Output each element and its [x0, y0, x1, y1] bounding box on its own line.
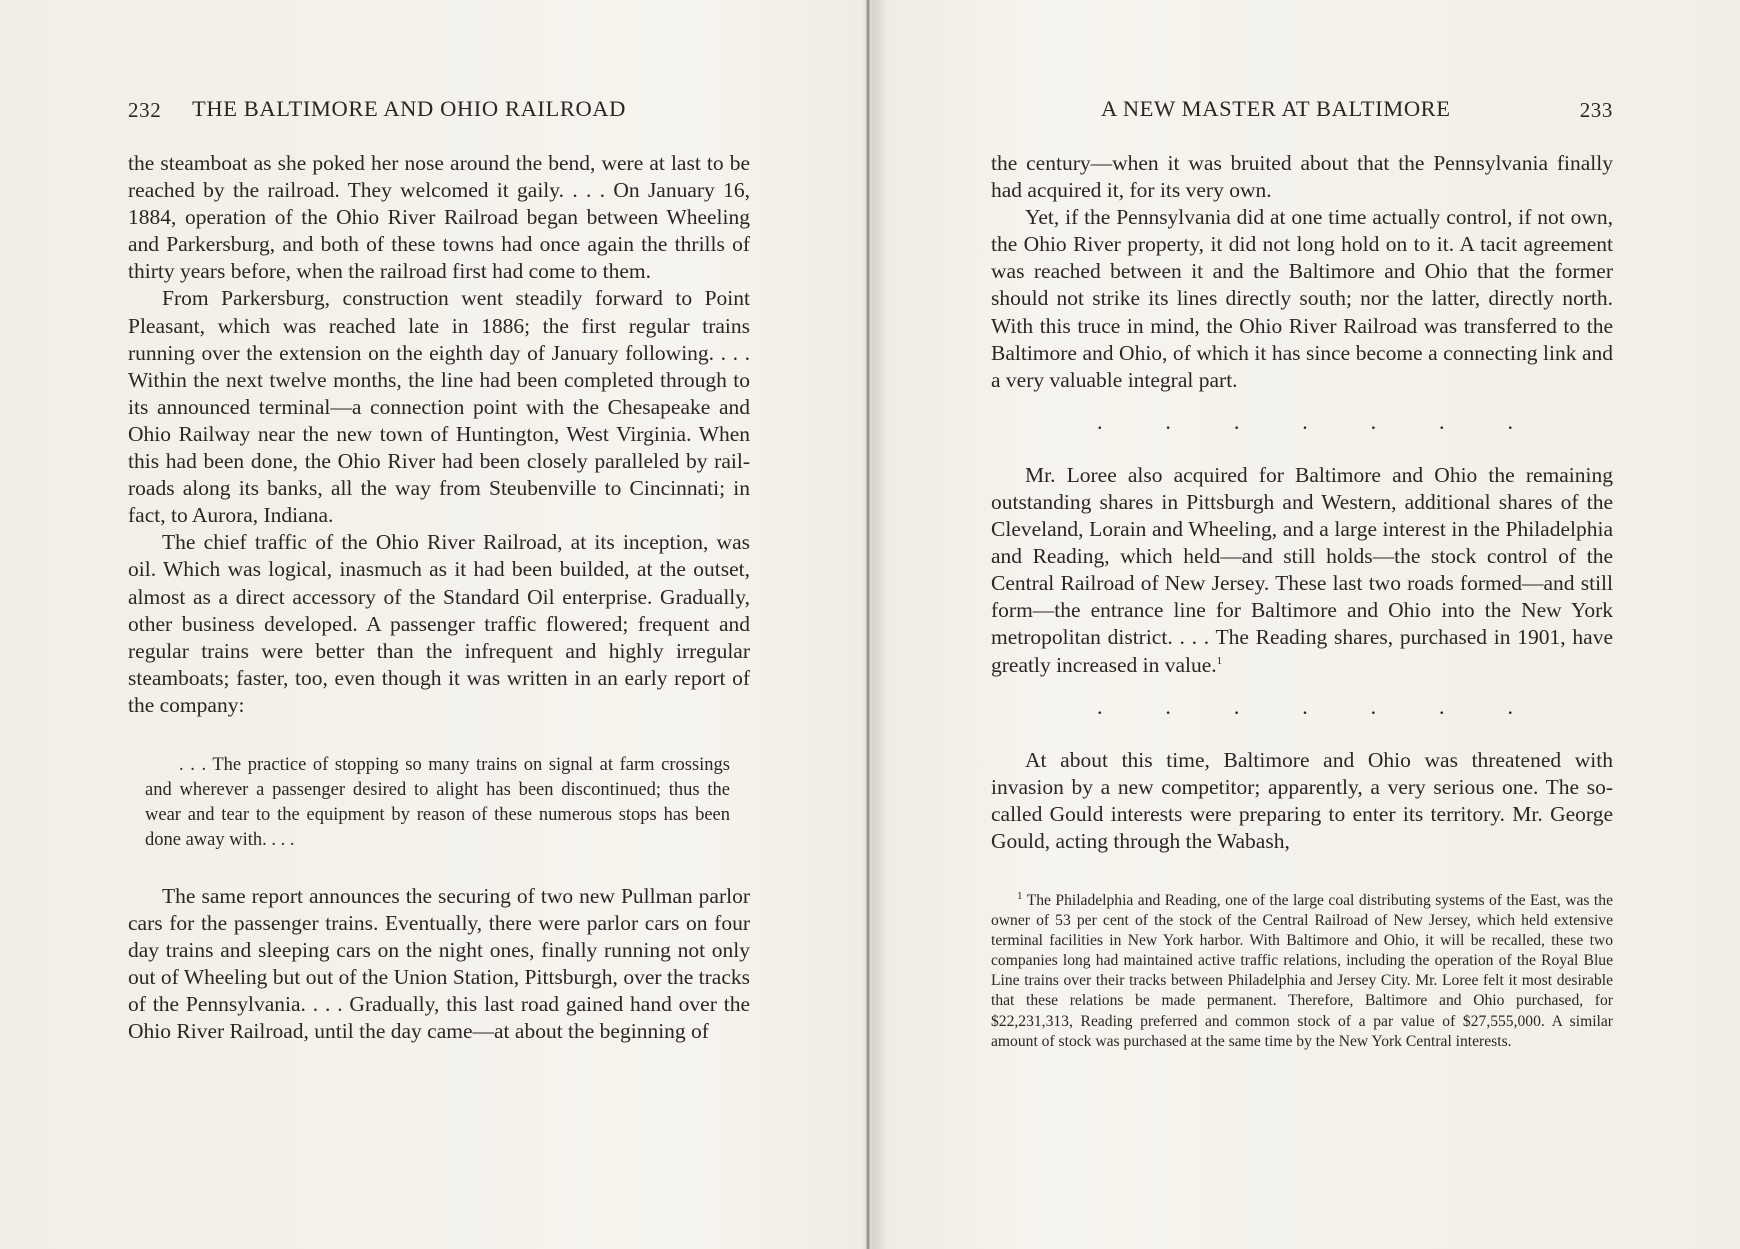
paragraph: the steamboat as she poked her nose around the bend, were at last to be reached by the railroad. They welcomed it gaily. . . . On January 16, 1884, operation of the Ohio River Railroad began between Wheeling and Parkersburg, and both of these towns had once again the thrills of thirty years before, when the railroad first had come to them. [128, 151, 750, 284]
footnote-marker: 1 [1017, 889, 1023, 902]
running-head-title-right: A NEW MASTER AT BALTIMORE [1101, 96, 1451, 121]
footnote: $^1$ The Philadelphia and Reading, one of the large coal distributing systems of the East, was the owner of 53 per cent of the stock of the Central Railroad of New Jersey, which held extensive terminal facilities in New York harbor. With Baltimore and Ohio, it will be recalled, these two companies long had maintained active traffic relations, including the operation of the Royal Blue Line trains over their tracks between Philadelphia and Jersey City. Mr. Loree felt it most desirable that these relations be made permanent. Therefore, Baltimore and Ohio purchased, for $22,231,313, Reading preferred and common stock of a par value of $27,555,000. A similar amount of stock was purchased at the same time by the New York Central interests. [991, 889, 1613, 1050]
running-head-title-left: THE BALTIMORE AND OHIO RAILROAD [192, 96, 627, 121]
paragraph: the century—when it was bruited about that the Pennsylvania finally had acquired it, for its very own. [991, 151, 1613, 203]
paragraph: The same report announces the securing of two new Pullman parlor cars for the passenger trains. Eventually, there were parlor cars on four day trains and sleeping cars on the night ones, finally running not only out of Wheeling but out of the Union Station, Pittsburgh, over the tracks of the Pennsylvania. . . . Gradually, this last road gained hand over the Ohio River Railroad, until the day came—at about the beginning of [128, 883, 750, 1044]
right-running-head [991, 96, 1613, 126]
paragraph: Yet, if the Pennsylvania did at one time actually control, if not own, the Ohio River property, it did not long hold on to it. A tacit agreement was reached between it and the Baltimore and Ohio that the former should not strike its lines directly south; nor the latter, directly north. With this truce in mind, the Ohio River Railroad was transferred to the Baltimore and Ohio, of which it has since become a connecting link and a very valuable integral part. [991, 205, 1613, 392]
book-gutter [866, 0, 870, 1249]
block-quote: . . . The practice of stopping so many trains on signal at farm crossings and wherever a passenger desired to alight has been discontinued; thus the wear and tear to the equipment by reason of these numerous stops has been done away with. . . . [145, 754, 730, 850]
paragraph: From Parkersburg, construction went steadily forward to Point Pleasant, which was reached late in 1886; the first regular trains running over the extension on the eighth day of January following. . . . Within the next twelve months, the line had been completed through to its announced terminal—a connection point with the Chesapeake and Ohio Railway near the new town of Huntington, West Virginia. When this had been done, the Ohio River had been closely paralleled by railroads along its banks, all the way from Steubenville to Cincinnati; in fact, to Aurora, Indiana. [128, 286, 750, 528]
footnote-reference: 1 [1216, 654, 1223, 667]
right-page [991, 0, 1613, 1249]
paragraph: At about this time, Baltimore and Ohio was threatened with invasion by a new competitor; apparently, a very serious one. The so-called Gould interests were preparing to enter its territory. Mr. George Gould, acting through the Wabash, [991, 747, 1613, 853]
paragraph: Mr. Loree also acquired for Baltimore and Ohio the remaining outstanding shares in Pittsburgh and Western, additional shares of the Cleveland, Lorain and Wheeling, and a large interest in the Philadelphia and Reading, which held—and still holds—the stock control of the Central Railroad of New Jersey. These last two roads formed—and still form—the entrance line for Baltimore and Ohio into the New York metropolitan district. . . . The Reading shares, purchased in 1901, have greatly increased in value.$^1$ [991, 462, 1613, 677]
right-page-body [991, 150, 1613, 1052]
left-page [128, 0, 750, 1249]
section-ellipsis: . . . . . . . [1097, 693, 1513, 719]
left-running-head [128, 96, 750, 126]
paragraph: The chief traffic of the Ohio River Railroad, at its inception, was oil. Which was logical, inasmuch as it had been builded, at the outset, almost as a direct accessory of the Standard Oil enterprise. Gradually, other business developed. A passenger traffic flowered; frequent and regular trains were better than the infrequent and highly irregular steamboats; faster, too, even though it was written in an early report of the company: [128, 530, 750, 717]
left-page-body [128, 150, 750, 1046]
section-ellipsis: . . . . . . . [1097, 408, 1513, 434]
page-number-left: 232 [128, 98, 162, 122]
page-number-right: 233 [1579, 98, 1613, 122]
